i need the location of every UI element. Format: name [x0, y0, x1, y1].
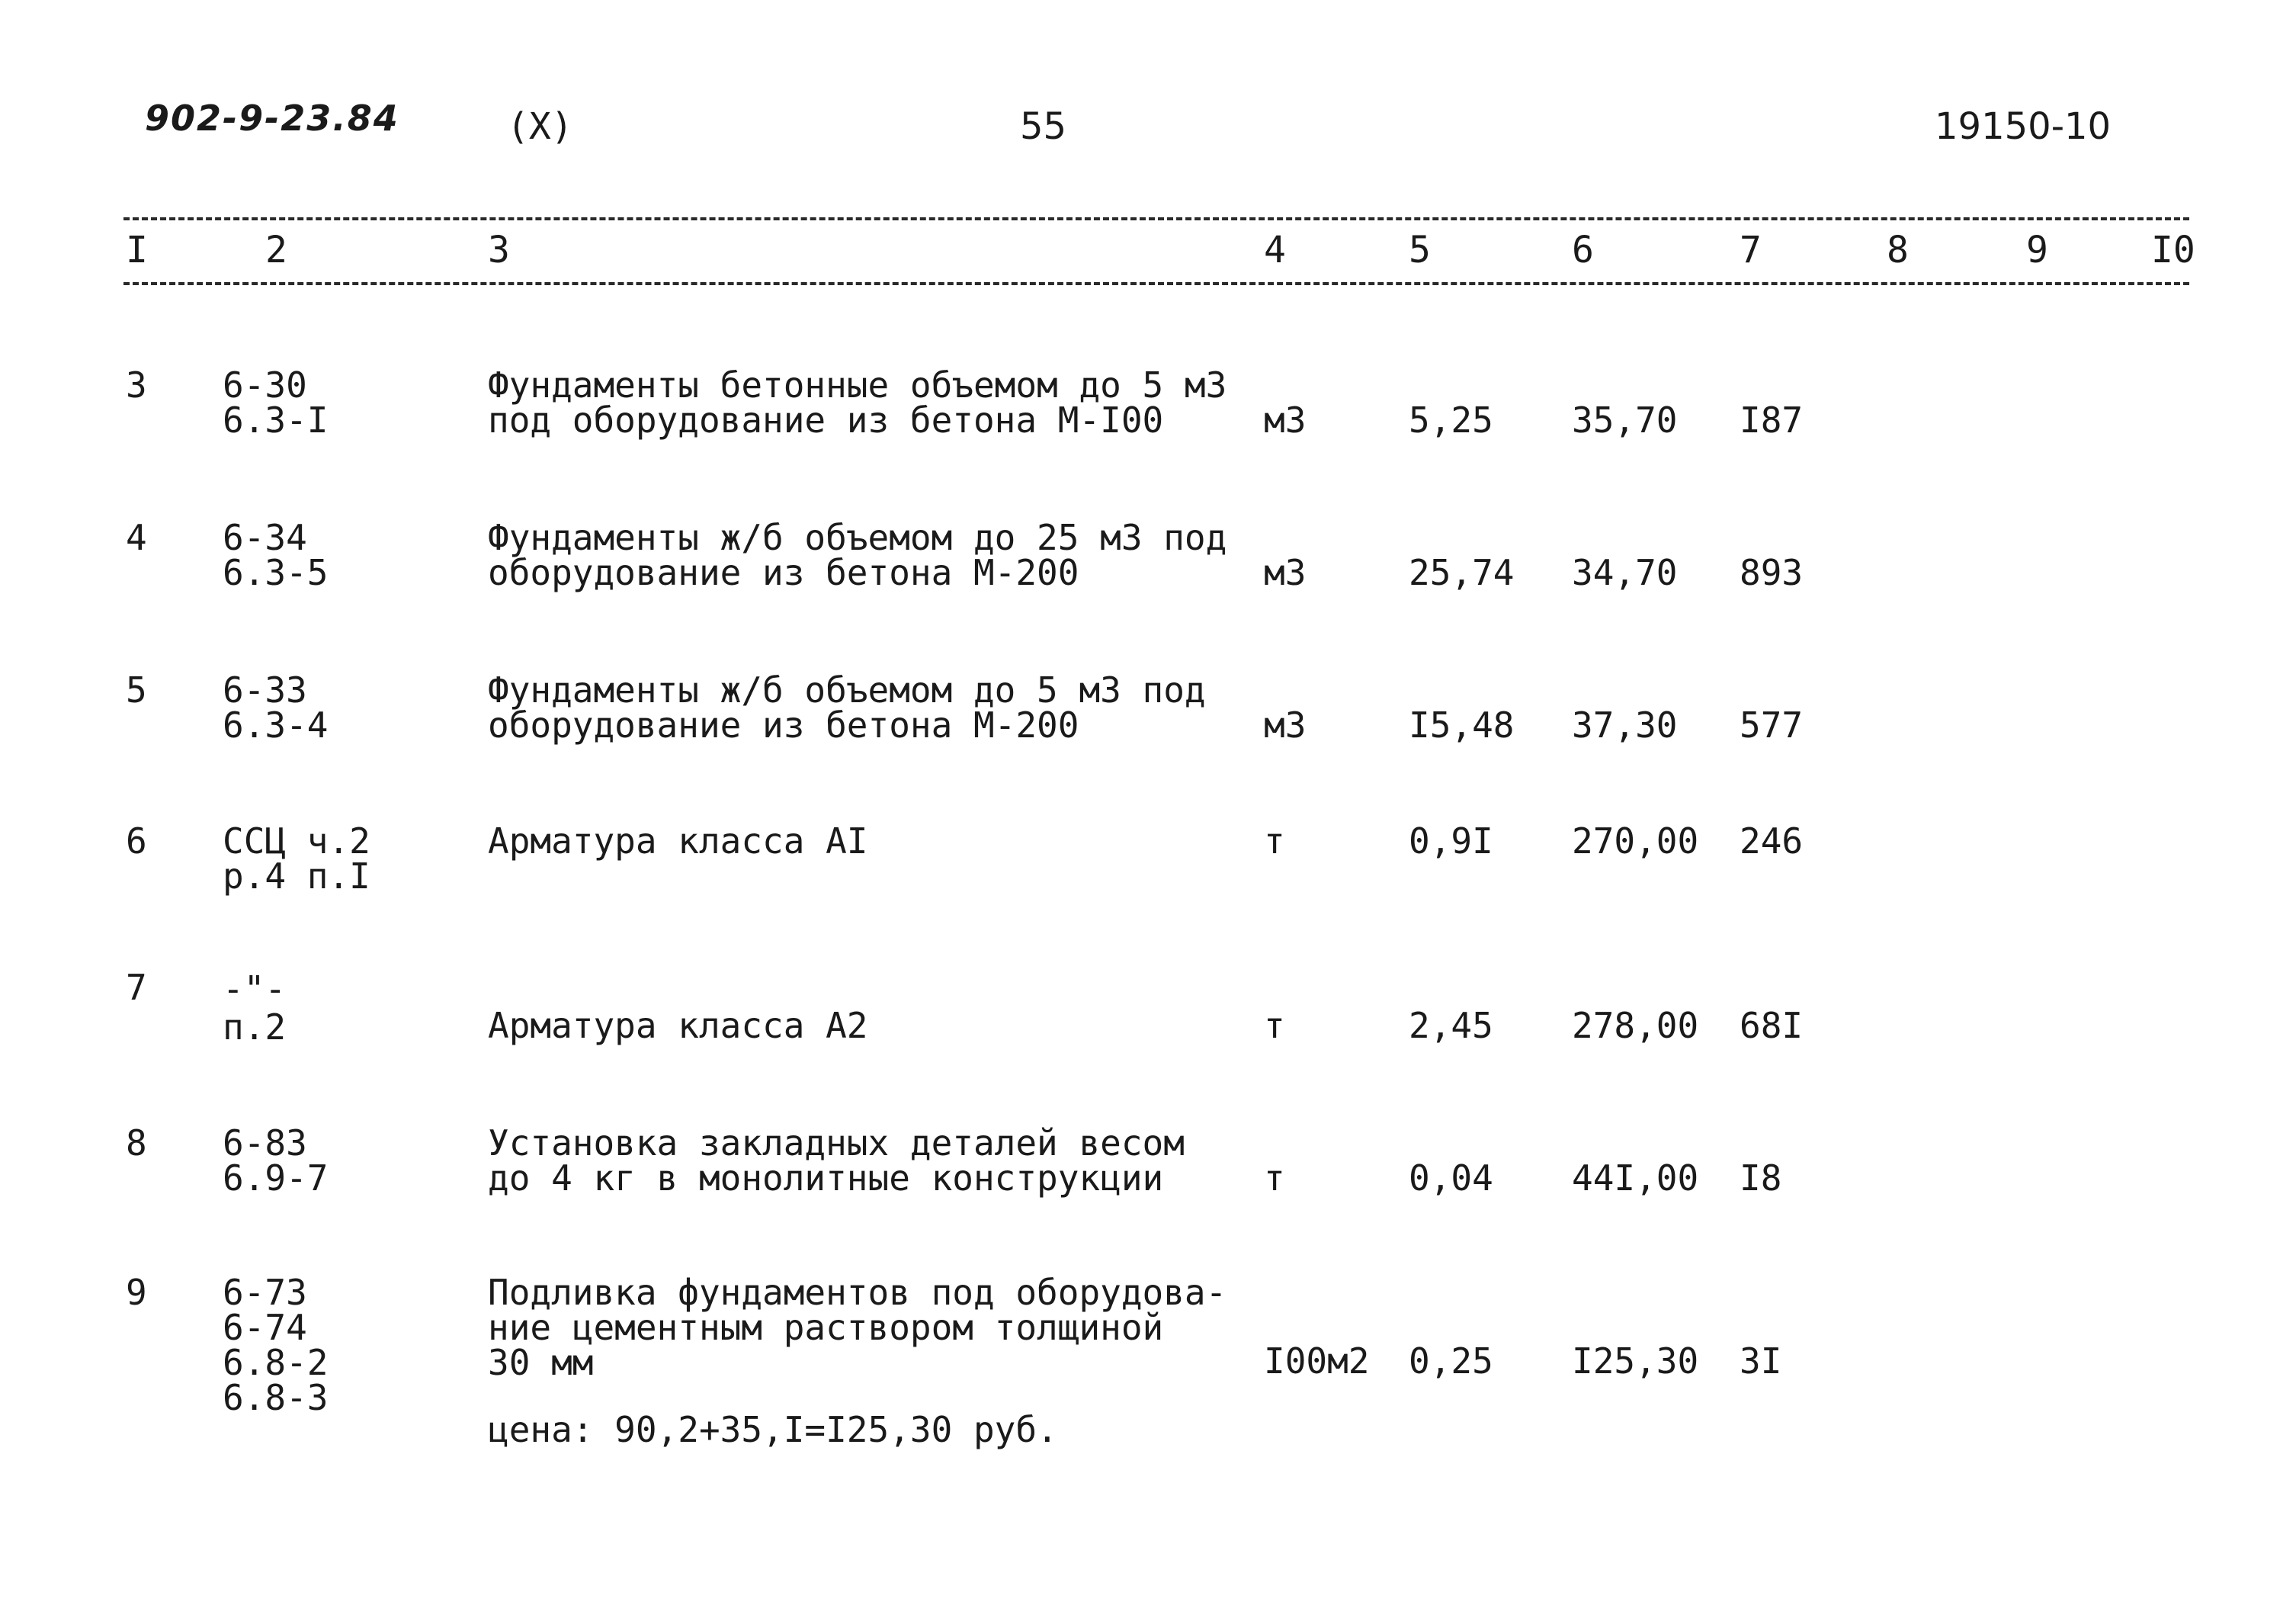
row-code: 6-34 6.3-5 — [223, 517, 329, 593]
row-quantity: 5,25 — [1409, 400, 1493, 441]
row-number: 7 — [126, 967, 147, 1008]
row-description: Фундаменты ж/б объемом до 25 м3 под оборудование из бетона М-200 — [488, 517, 1227, 593]
row-quantity: 0,9I — [1409, 820, 1493, 862]
row-price: 37,30 — [1572, 705, 1678, 746]
document-mark: (X) — [507, 105, 573, 148]
row-code: 6-30 6.3-I — [223, 364, 329, 441]
row-code: 6-83 6.9-7 — [223, 1122, 329, 1199]
row-number: 5 — [126, 669, 147, 711]
row-quantity: 0,25 — [1409, 1340, 1493, 1382]
row-unit: т — [1264, 1157, 1285, 1199]
column-header-7: 7 — [1740, 229, 1762, 271]
row-quantity: 25,74 — [1409, 552, 1515, 593]
row-unit: м3 — [1264, 552, 1307, 593]
row-unit: т — [1264, 820, 1285, 862]
row-quantity: 2,45 — [1409, 1005, 1493, 1046]
row-description: Подливка фундаментов под оборудова- ние цементным раствором толщиной 30 мм — [488, 1272, 1227, 1383]
row-unit: м3 — [1264, 400, 1307, 441]
row-unit: м3 — [1264, 705, 1307, 746]
row-price: 278,00 — [1572, 1005, 1699, 1046]
row-total: 893 — [1740, 552, 1804, 593]
column-header-9: 9 — [2026, 229, 2048, 271]
header-bottom-divider — [123, 282, 2189, 285]
row-total: I8 — [1740, 1157, 1782, 1199]
header-top-divider — [123, 217, 2189, 220]
row-code: 6-33 6.3-4 — [223, 669, 329, 746]
row-total: 68I — [1740, 1005, 1804, 1046]
page-number: 55 — [1020, 105, 1067, 148]
row-code: -"- п.2 — [223, 968, 287, 1048]
row-description: Фундаменты ж/б объемом до 5 м3 под оборудование из бетона М-200 — [488, 669, 1206, 746]
row-number: 3 — [126, 364, 147, 406]
row-price: 44I,00 — [1572, 1157, 1699, 1199]
column-header-1: I — [126, 229, 148, 271]
row-price: 34,70 — [1572, 552, 1678, 593]
column-header-6: 6 — [1572, 229, 1594, 271]
row-code: 6-73 6-74 6.8-2 6.8-3 — [223, 1272, 329, 1418]
row-description: Установка закладных деталей весом до 4 кг в монолитные конструкции — [488, 1122, 1185, 1199]
row-total: 246 — [1740, 820, 1804, 862]
row-description: Арматура класса А2 — [488, 1005, 868, 1046]
column-header-10: I0 — [2151, 229, 2195, 271]
row-unit: I00м2 — [1264, 1340, 1370, 1382]
row-total: 577 — [1740, 705, 1804, 746]
row-description: Фундаменты бетонные объемом до 5 м3 под оборудование из бетона М-I00 — [488, 364, 1227, 441]
row-price-note: цена: 90,2+35,I=I25,30 руб. — [488, 1409, 1058, 1450]
row-total: 3I — [1740, 1340, 1782, 1382]
row-unit: т — [1264, 1005, 1285, 1046]
column-header-2: 2 — [265, 229, 287, 271]
row-code: ССЦ ч.2 р.4 п.I — [223, 820, 370, 897]
row-number: 9 — [126, 1272, 147, 1313]
row-total: I87 — [1740, 400, 1804, 441]
column-header-4: 4 — [1264, 229, 1286, 271]
column-header-3: 3 — [488, 229, 510, 271]
row-number: 8 — [126, 1122, 147, 1164]
row-price: I25,30 — [1572, 1340, 1699, 1382]
row-number: 6 — [126, 820, 147, 862]
column-header-8: 8 — [1887, 229, 1909, 271]
row-description: Арматура класса АI — [488, 820, 868, 862]
document-number: 19150-10 — [1935, 105, 2112, 148]
row-number: 4 — [126, 517, 147, 558]
column-header-5: 5 — [1409, 229, 1431, 271]
row-quantity: I5,48 — [1409, 705, 1515, 746]
row-price: 35,70 — [1572, 400, 1678, 441]
row-price: 270,00 — [1572, 820, 1699, 862]
row-quantity: 0,04 — [1409, 1157, 1493, 1199]
document-code: 902-9-23.84 — [145, 98, 399, 139]
